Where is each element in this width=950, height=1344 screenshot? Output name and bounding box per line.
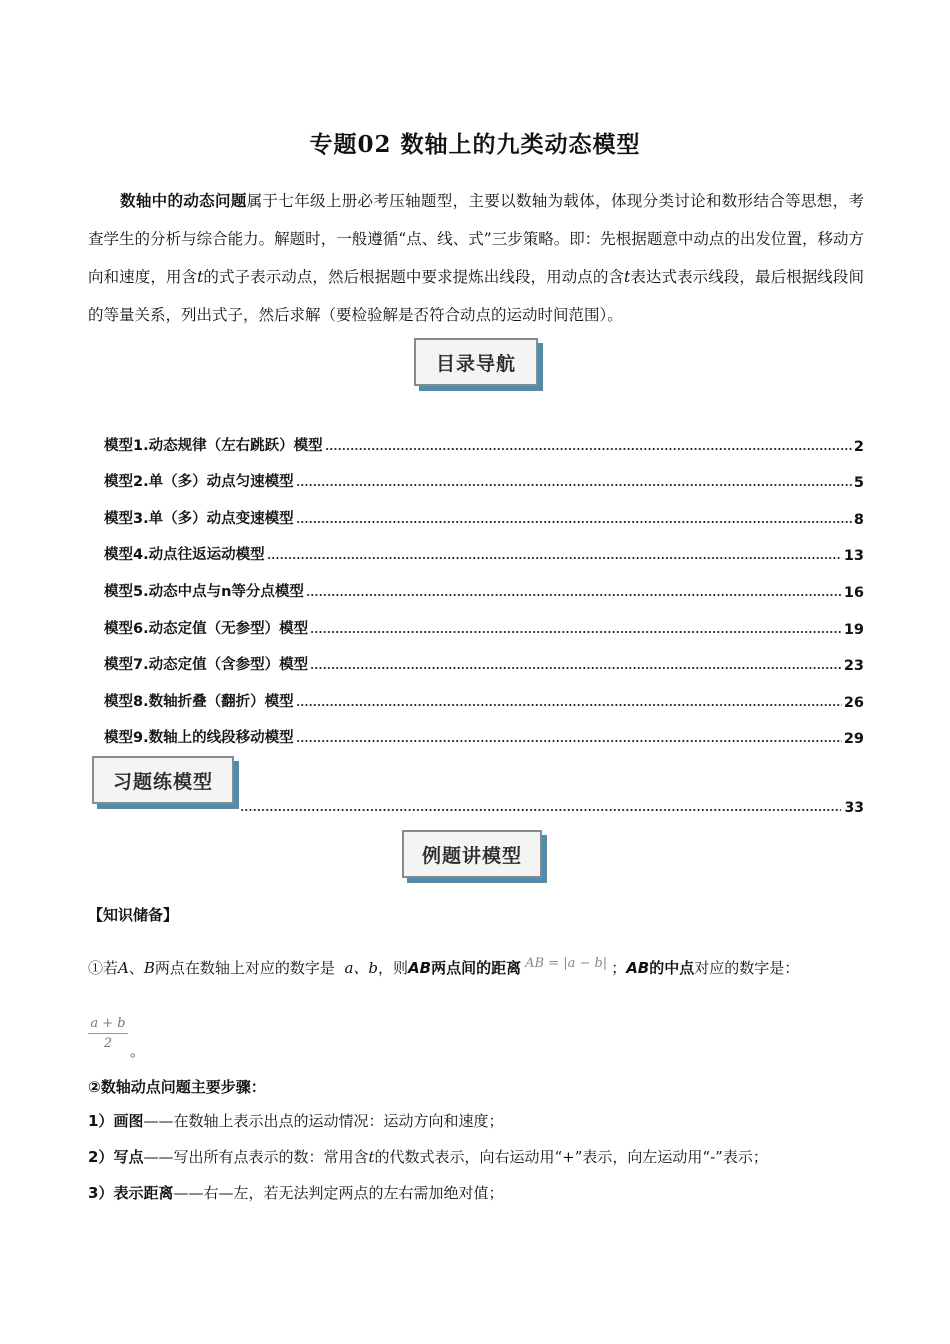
toc-leader-dots: [306, 593, 842, 597]
text: 对应的数字是：: [694, 959, 800, 977]
toc-page-number: 19: [843, 621, 864, 638]
step-keyword: 写点: [113, 1148, 144, 1166]
midpoint-label: 的中点: [649, 959, 695, 977]
toc-label: 模型7.动态定值（含参型）模型: [104, 657, 309, 674]
midpoint-fraction: [88, 1016, 128, 1051]
intro-var-t2: t: [624, 268, 631, 286]
distance-formula: AB = |a − b|: [525, 956, 608, 971]
page-title: 专题02 数轴上的九类动态模型: [309, 131, 641, 158]
intro-bold-lead: 数轴中的动态问题: [120, 191, 247, 210]
step-1: [88, 1110, 868, 1131]
toc-row[interactable]: [104, 674, 864, 711]
knowledge-item-1: [88, 956, 868, 978]
toc-page-number: 29: [843, 731, 864, 748]
toc-label: 模型5.动态中点与n等分点模型: [104, 583, 304, 600]
step-text: ——右—左，若无法判定两点的左右需加绝对值；: [173, 1184, 504, 1202]
segment-ab: AB: [408, 959, 432, 977]
step-2: [88, 1146, 868, 1167]
toc-row[interactable]: [104, 601, 864, 638]
segment-ab: AB: [626, 959, 650, 977]
var-b-upper: B: [143, 959, 155, 977]
knowledge-heading: 【知识储备】: [88, 906, 179, 924]
toc-badge: 目录导航: [414, 338, 538, 386]
examples-badge: 例题讲模型: [402, 830, 542, 878]
intro-text-2: 的式子表示动点，然后根据题中要求提炼出线段，用动点的含: [203, 268, 625, 286]
var-a-upper: A: [118, 959, 129, 977]
toc-label: 模型1.动态规律（左右跳跃）模型: [104, 437, 323, 454]
toc-label: 模型2.单（多）动点匀速模型: [104, 474, 294, 491]
toc-label: 模型9.数轴上的线段移动模型: [104, 730, 294, 747]
toc-label: 模型6.动态定值（无参型）模型: [104, 620, 309, 637]
toc-row[interactable]: [104, 564, 864, 601]
toc-leader-dots: [240, 808, 841, 812]
text: 、: [128, 959, 144, 977]
intro-var-t: t: [197, 268, 204, 286]
toc-row[interactable]: [104, 711, 864, 748]
step-3: [88, 1182, 868, 1203]
toc-label: 模型4.动点往返运动模型: [104, 547, 265, 564]
step-number: 3）: [88, 1184, 114, 1202]
var-t: t: [368, 1148, 375, 1166]
text: 两点在数轴上对应的数字是: [154, 959, 335, 977]
toc-page-number: 8: [853, 511, 864, 528]
intro-text-1: 属于七年级上册必考压轴题型，主要以数轴为载体，体现分类讨论和数形结合等思想，考查学生的分析与综合能力。解题时，一般遵循“点、线、式”三步策略。即：先根据题意中动点的出发位置，移动方向和速度，用含: [88, 192, 864, 286]
toc-row[interactable]: [104, 491, 864, 528]
toc-label: 模型3.单（多）动点变速模型: [104, 510, 294, 527]
toc-leader-dots: [310, 666, 842, 670]
toc-row[interactable]: [104, 528, 864, 565]
toc-page-number: 16: [843, 584, 864, 601]
toc-page-number: 13: [843, 548, 864, 565]
toc-leader-dots: [310, 630, 842, 634]
step-text: 的代数式表示，向右运动用“+”表示，向左运动用“-”表示；: [374, 1148, 768, 1166]
toc-leader-dots: [296, 520, 852, 524]
toc-leader-dots: [296, 703, 842, 707]
distance-label: 两点间的距离: [431, 959, 522, 977]
toc-leader-dots: [296, 739, 842, 743]
intro-text-3: 表达式表示线段，最后根据线段间的等量关系，列出式子，然后求解（要检验解是否符合动点的运动时间范围）。: [88, 268, 864, 324]
toc-page-number: 33: [844, 800, 864, 816]
text: ①若: [88, 959, 119, 977]
steps-heading: ②数轴动点问题主要步骤：: [88, 1078, 266, 1096]
intro-paragraph: [88, 182, 864, 334]
table-of-contents: [104, 418, 864, 747]
toc-leader-dots: [267, 556, 842, 560]
exercise-badge-label: 习题练模型: [112, 770, 213, 793]
toc-page-number: 2: [853, 438, 864, 455]
text: ；: [611, 959, 627, 977]
step-text: ——在数轴上表示出点的运动情况：运动方向和速度；: [143, 1112, 504, 1130]
toc-leader-dots: [325, 447, 852, 451]
fraction-numerator: a + b: [88, 1016, 128, 1034]
fraction-tail: 。: [130, 1042, 146, 1060]
step-number: 2）: [88, 1148, 114, 1166]
toc-label: 模型8.数轴折叠（翻折）模型: [104, 693, 294, 710]
exercise-badge[interactable]: [92, 756, 234, 804]
toc-row[interactable]: [104, 638, 864, 675]
toc-page-number: 23: [843, 658, 864, 675]
vars-ab: a、b: [344, 959, 379, 977]
step-keyword: 表示距离: [113, 1184, 174, 1202]
toc-row[interactable]: [104, 418, 864, 455]
step-keyword: 画图: [113, 1112, 144, 1130]
step-text: ——写出所有点表示的数：常用含: [143, 1148, 369, 1166]
text: ，则: [378, 959, 409, 977]
toc-leader-dots: [296, 483, 852, 487]
toc-row[interactable]: [104, 455, 864, 492]
fraction-denominator: 2: [103, 1036, 113, 1051]
toc-page-number: 5: [853, 475, 864, 492]
step-number: 1）: [88, 1112, 114, 1130]
toc-page-number: 26: [843, 694, 864, 711]
toc-row-exercise[interactable]: [240, 792, 864, 816]
